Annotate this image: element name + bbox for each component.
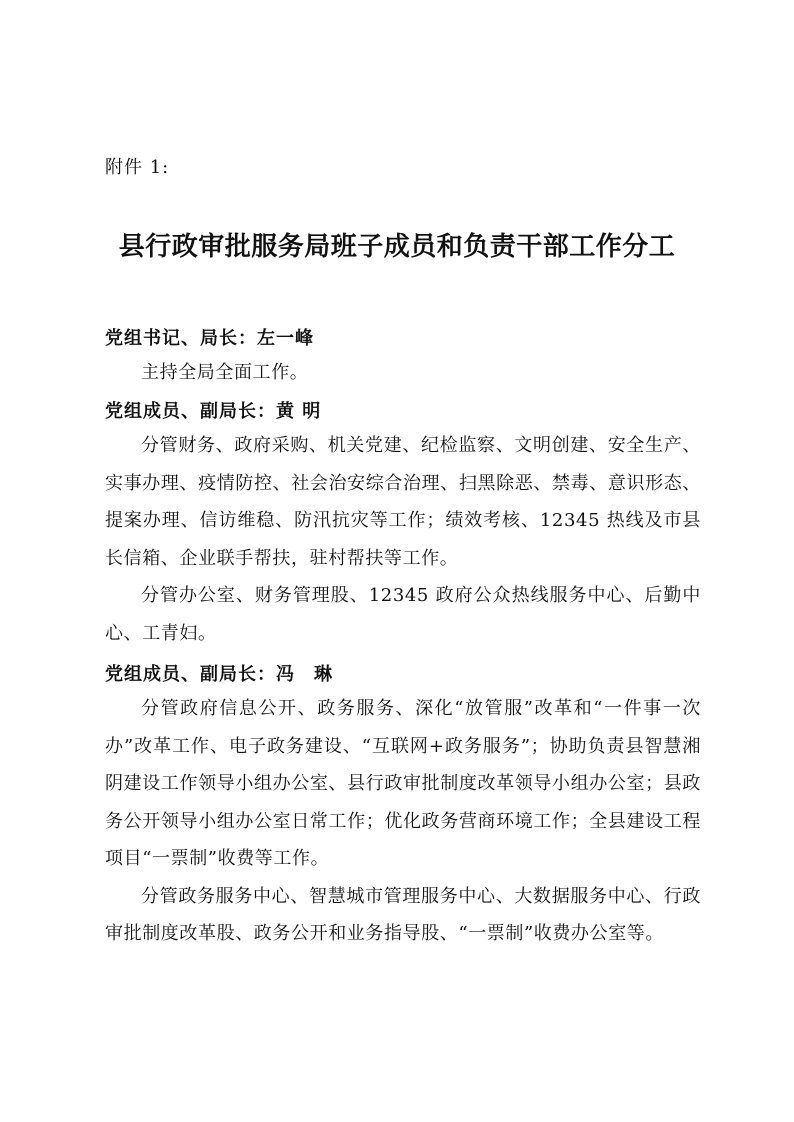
section-heading: 党组成员、副局长：黄 明 bbox=[105, 401, 322, 422]
attachment-label: 附件 1: bbox=[105, 157, 170, 178]
duty-paragraph: 主持全局全面工作。 bbox=[141, 362, 309, 383]
section-deputy-feng bbox=[105, 660, 701, 953]
document-title: 县行政审批服务局班子成员和负责干部工作分工 bbox=[118, 232, 676, 262]
duty-paragraph: 分管财务、政府采购、机关党建、纪检监察、文明创建、安全生产、实事办理、疫情防控、社会治安综合治理、扫黑除恶、禁毒、意识形态、提案办理、信访维稳、防汛抗灾等工作；绩效考核、12345 热线及市县长信箱、企业联手帮扶，驻村帮扶等工作。 bbox=[105, 435, 701, 569]
section-heading: 党组书记、局长：左一峰 bbox=[105, 328, 314, 349]
section-party-secretary bbox=[105, 324, 701, 392]
duty-paragraph: 分管办公室、财务管理股、12345 政府公众热线服务中心、后勤中心、工青妇。 bbox=[105, 585, 701, 644]
duty-paragraph: 分管政府信息公开、政务服务、深化“放管服”改革和“一件事一次办”改革工作、电子政务建设、“互联网+政务服务”；协助负责县智慧湘阴建设工作领导小组办公室、县行政审批制度改革领导小组办公室；县政务公开领导小组办公室日常工作；优化政务营商环境工作；全县建设工程项目“一票制”收费等工作。 bbox=[105, 698, 701, 869]
duty-paragraph: 分管政务服务中心、智慧城市管理服务中心、大数据服务中心、行政审批制度改革股、政务公开和业务指导股、“一票制”收费办公室等。 bbox=[105, 885, 701, 944]
section-deputy-huang bbox=[105, 397, 701, 652]
section-heading: 党组成员、副局长：冯 琳 bbox=[105, 664, 333, 685]
